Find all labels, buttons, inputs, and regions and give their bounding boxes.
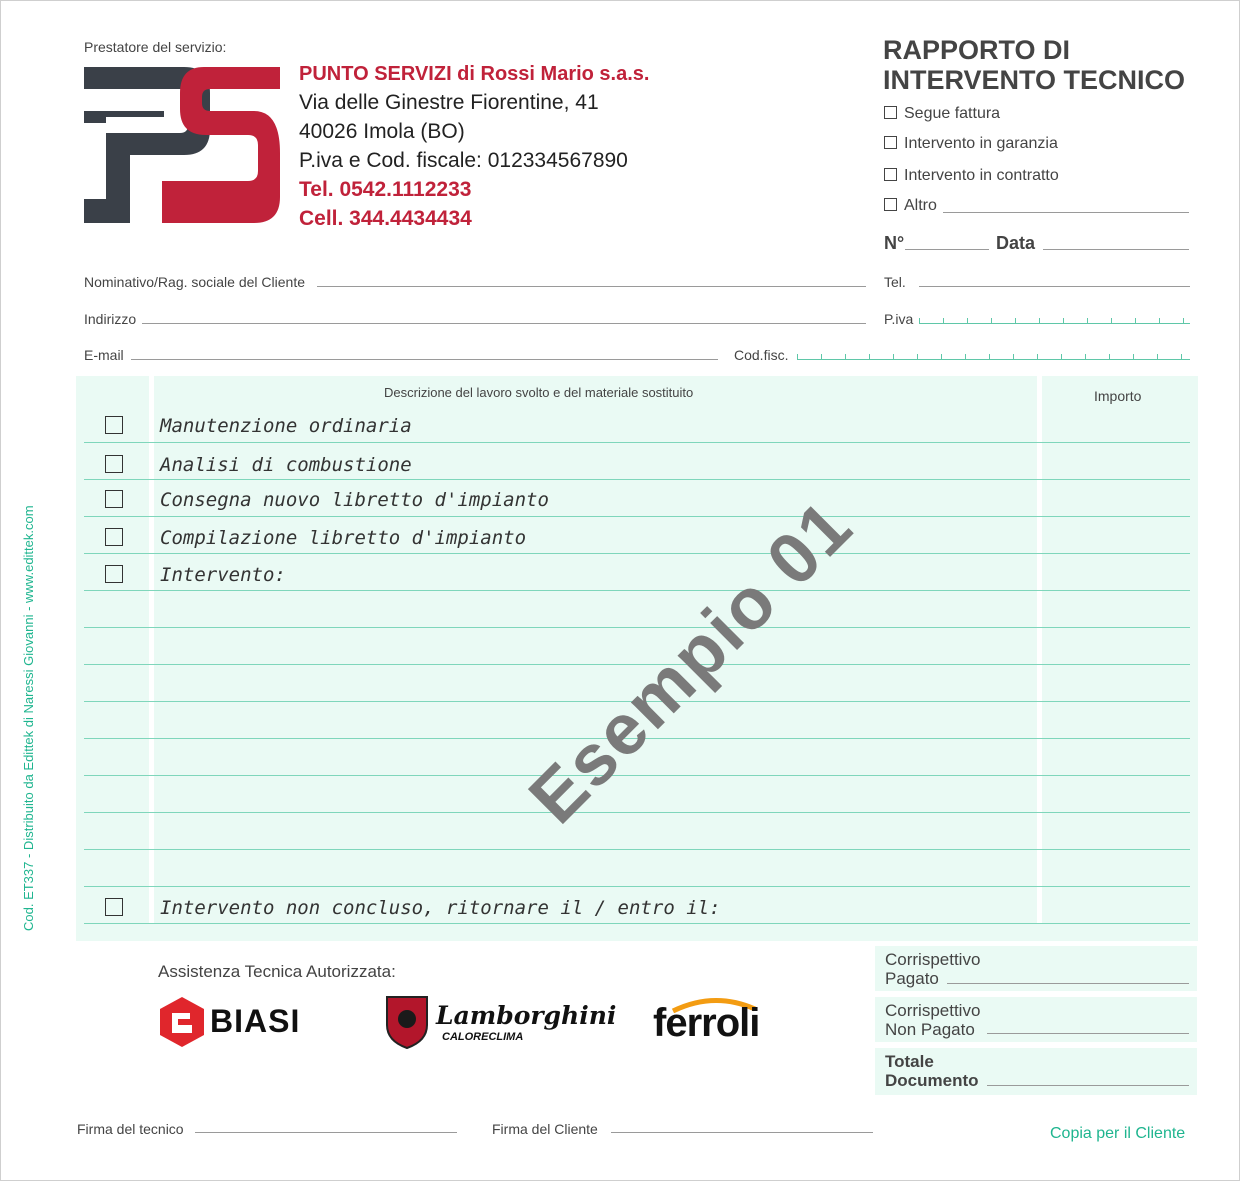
- copy-label: Copia per il Cliente: [1050, 1125, 1186, 1142]
- unpaid-label-line2: Non Pagato: [885, 1020, 975, 1039]
- technician-signature-label: Firma del tecnico: [77, 1121, 184, 1137]
- option-segue-fattura[interactable]: Segue fattura: [884, 105, 1000, 123]
- amount-header: Importo: [1094, 388, 1142, 404]
- row-line: [84, 923, 1190, 924]
- client-name-field[interactable]: [317, 286, 866, 287]
- column-divider-left: [149, 376, 154, 924]
- company-name: PUNTO SERVIZI di Rossi Mario s.a.s.: [299, 63, 650, 85]
- item-checkbox-compilazione[interactable]: [105, 528, 123, 546]
- client-tel-field[interactable]: [919, 286, 1190, 287]
- item-checkbox-analisi[interactable]: [105, 455, 123, 473]
- number-label: N°: [884, 233, 905, 253]
- option-contratto[interactable]: Intervento in contratto: [884, 167, 1059, 185]
- client-fiscal-label: Cod.fisc.: [734, 347, 789, 363]
- technician-signature-field[interactable]: [195, 1132, 457, 1133]
- lamborghini-logo: Lamborghini CALORECLIMA: [384, 995, 609, 1051]
- provider-label: Prestatore del servizio:: [84, 39, 227, 55]
- report-title-line2: INTERVENTO TECNICO: [883, 65, 1186, 95]
- item-compilazione: Compilazione libretto d'impianto: [160, 527, 527, 549]
- client-fiscal-field[interactable]: [797, 352, 1190, 360]
- sidebar-credit: Cod. ET337 - Distribuito da Edittek di Naressi Giovanni - www.edittek.com: [21, 505, 36, 931]
- item-consegna: Consegna nuovo libretto d'impianto: [160, 489, 549, 511]
- company-city: 40026 Imola (BO): [299, 120, 465, 143]
- company-address: Via delle Ginestre Fiorentine, 41: [299, 91, 599, 114]
- paid-box: [875, 946, 1197, 991]
- row-line: [84, 849, 1190, 850]
- company-cell: Cell. 344.4434434: [299, 207, 472, 230]
- row-line: [84, 553, 1190, 554]
- row-line: [84, 516, 1190, 517]
- client-vat-label: P.iva: [884, 311, 914, 327]
- row-line: [84, 479, 1190, 480]
- client-address-label: Indirizzo: [84, 311, 137, 327]
- item-checkbox-manutenzione[interactable]: [105, 416, 123, 434]
- item-intervento: Intervento:: [160, 564, 286, 586]
- client-vat-field[interactable]: [919, 316, 1190, 324]
- paid-label-line2: Pagato: [885, 969, 939, 988]
- row-line: [84, 627, 1190, 628]
- date-field[interactable]: [1043, 249, 1189, 250]
- unpaid-field[interactable]: [987, 1033, 1189, 1034]
- row-line: [84, 812, 1190, 813]
- report-title-line1: RAPPORTO DI: [883, 35, 1071, 65]
- client-name-label: Nominativo/Rag. sociale del Cliente: [84, 274, 305, 290]
- column-divider-right: [1037, 376, 1042, 924]
- client-signature-label: Firma del Cliente: [492, 1121, 598, 1137]
- item-checkbox-intervento[interactable]: [105, 565, 123, 583]
- company-vat: P.iva e Cod. fiscale: 012334567890: [299, 149, 628, 172]
- option-garanzia[interactable]: Intervento in garanzia: [884, 135, 1058, 153]
- unpaid-box: [875, 997, 1197, 1042]
- client-signature-field[interactable]: [611, 1132, 873, 1133]
- description-header: Descrizione del lavoro svolto e del materiale sostituito: [384, 385, 694, 400]
- company-tel: Tel. 0542.1112233: [299, 178, 472, 201]
- item-checkbox-consegna[interactable]: [105, 490, 123, 508]
- unpaid-label-line1: Corrispettivo: [885, 1001, 981, 1020]
- checkbox-icon[interactable]: [884, 168, 897, 181]
- client-email-field[interactable]: [131, 359, 718, 360]
- watermark: Esempio 01: [514, 485, 868, 839]
- total-box: [875, 1048, 1197, 1095]
- biasi-logo: BIASI: [158, 997, 323, 1049]
- assistance-label: Assistenza Tecnica Autorizzata:: [158, 962, 396, 981]
- item-non-concluso: Intervento non concluso, ritornare il / entro il:: [160, 897, 721, 919]
- total-label-line1: Totale: [885, 1052, 934, 1071]
- client-email-label: E-mail: [84, 347, 124, 363]
- row-line: [84, 590, 1190, 591]
- item-checkbox-non-concluso[interactable]: [105, 898, 123, 916]
- row-line: [84, 775, 1190, 776]
- row-line: [84, 442, 1190, 443]
- option-altro[interactable]: Altro: [884, 197, 937, 215]
- item-analisi: Analisi di combustione: [160, 454, 412, 476]
- client-tel-label: Tel.: [884, 274, 906, 290]
- number-field[interactable]: [905, 249, 989, 250]
- checkbox-icon[interactable]: [884, 136, 897, 149]
- checkbox-icon[interactable]: [884, 198, 897, 211]
- item-manutenzione: Manutenzione ordinaria: [160, 415, 412, 437]
- row-line: [84, 886, 1190, 887]
- client-address-field[interactable]: [142, 323, 866, 324]
- company-logo: [84, 63, 284, 227]
- total-label-line2: Documento: [885, 1071, 979, 1090]
- ferroli-logo: ferroli: [653, 1001, 760, 1045]
- date-label: Data: [996, 233, 1036, 253]
- altro-field[interactable]: [943, 212, 1189, 213]
- paid-label-line1: Corrispettivo: [885, 950, 981, 969]
- total-field[interactable]: [987, 1085, 1189, 1086]
- paid-field[interactable]: [947, 983, 1189, 984]
- checkbox-icon[interactable]: [884, 106, 897, 119]
